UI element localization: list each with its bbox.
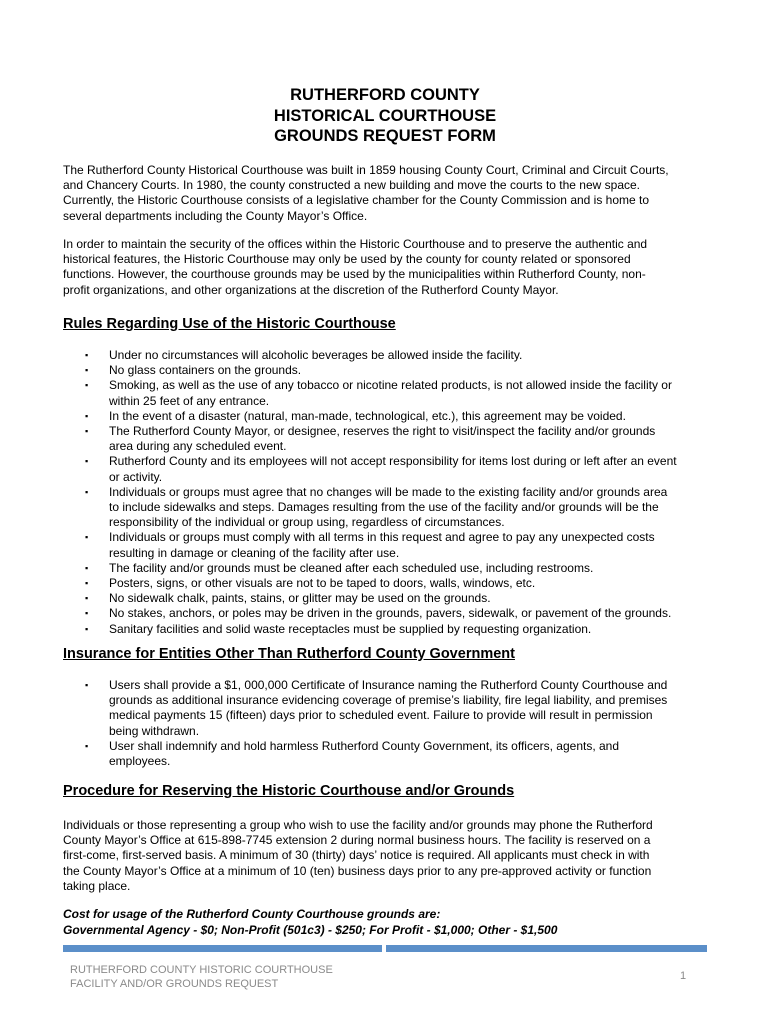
- bullet-icon: ▪: [85, 608, 89, 619]
- bullet-icon: ▪: [85, 623, 89, 634]
- text-line: County Mayor’s Office at 615-898-7745 extension 2 during normal business hours. The facility is reserved on a: [63, 833, 651, 848]
- insurance-list: [63, 678, 713, 769]
- bullet-icon: ▪: [85, 740, 89, 751]
- footer-title: [70, 963, 333, 991]
- rule-item: [63, 606, 713, 621]
- rule-item: [63, 348, 713, 363]
- bullet-text-line: Under no circumstances will alcoholic beverages be allowed inside the facility.: [109, 348, 523, 362]
- bullet-text-line: Users shall provide a $1, 000,000 Certificate of Insurance naming the Rutherford County Courthouse and: [109, 678, 668, 692]
- text-line: the County Mayor’s Office at a minimum of 10 (ten) business days prior to any pre-approved activity or function: [63, 863, 652, 878]
- bullet-text-line: Individuals or groups must agree that no changes will be made to the existing facility and/or grounds area: [109, 484, 668, 499]
- text-line: The Rutherford County Historical Courthouse was built in 1859 housing County Court, Criminal and Circuit Courts,: [63, 163, 669, 177]
- bullet-text-line: grounds as additional insurance evidencing coverage of premise’s liability, fire legal liability, and premises: [109, 693, 668, 708]
- bullet-text-line: Posters, signs, or other visuals are not to be taped to doors, walls, windows, etc.: [109, 576, 536, 591]
- rule-item: [63, 409, 713, 424]
- text-line: profit organizations, and other organizations at the discretion of the Rutherford County Mayor.: [63, 282, 559, 297]
- bullet-icon: ▪: [85, 562, 89, 573]
- bullet-text-line: being withdrawn.: [109, 723, 200, 738]
- bullet-icon: ▪: [85, 532, 89, 543]
- bullet-text-line: medical payments 15 (fifteen) days prior to scheduled event. Failure to provide will result in permission: [109, 708, 653, 723]
- bullet-icon: ▪: [85, 350, 89, 360]
- document-title: [0, 85, 770, 147]
- title-line-2: HISTORICAL COURTHOUSE: [273, 106, 497, 125]
- bullet-icon: ▪: [85, 486, 89, 497]
- text-line: and Chancery Courts. In 1980, the county constructed a new building and move the courts to the new space.: [63, 178, 641, 193]
- procedure-heading: Procedure for Reserving the Historic Courthouse and/or Grounds: [63, 783, 515, 799]
- rule-item: [63, 591, 713, 606]
- insurance-item: [63, 739, 713, 769]
- bullet-text-line: area during any scheduled event.: [109, 439, 287, 454]
- text-line: first-come, first-served basis. A minimum of 30 (thirty) days’ notice is required. All applicants must check in with: [63, 848, 650, 863]
- text-line: historical features, the Historic Courthouse may only be used by the county for county related or sponsored: [63, 252, 631, 267]
- intro-paragraph-2: [63, 237, 713, 298]
- cost-block: [63, 907, 557, 938]
- bullet-text-line: In the event of a disaster (natural, man-made, technological, etc.), this agreement may be voided.: [109, 408, 626, 423]
- rule-item: [63, 622, 713, 637]
- footer-line-2: FACILITY AND/OR GROUNDS REQUEST: [70, 978, 279, 990]
- text-line: taking place.: [63, 878, 131, 893]
- footer-line-1: RUTHERFORD COUNTY HISTORIC COURTHOUSE: [70, 964, 333, 976]
- bullet-text-line: The facility and/or grounds must be cleaned after each scheduled use, including restrooms.: [109, 560, 594, 575]
- bullet-icon: ▪: [85, 380, 89, 391]
- title-line-3: GROUNDS REQUEST FORM: [274, 127, 496, 145]
- bullet-icon: ▪: [85, 593, 89, 604]
- intro-paragraph-1: [63, 163, 713, 224]
- insurance-heading: Insurance for Entities Other Than Rutherford County Government: [63, 646, 515, 662]
- footer-bar-left: [63, 945, 382, 952]
- text-line: functions. However, the courthouse grounds may be used by the municipalities within Rutherford County, non-: [63, 267, 646, 282]
- rule-item: [63, 454, 713, 484]
- bullet-text-line: No glass containers on the grounds.: [109, 363, 302, 378]
- bullet-text-line: to include sidewalks and steps. Damages resulting from the use of the facility and/or grounds will be the: [109, 500, 659, 515]
- bullet-icon: ▪: [85, 365, 89, 376]
- bullet-text-line: resulting in damage or cleaning of the facility after use.: [109, 545, 400, 560]
- rule-item: [63, 530, 713, 560]
- footer-divider: [63, 945, 707, 952]
- rule-item: [63, 424, 713, 454]
- bullet-text-line: within 25 feet of any entrance.: [109, 393, 270, 408]
- bullet-icon: ▪: [85, 578, 89, 589]
- text-line: Individuals or those representing a group who wish to use the facility and/or grounds may phone the Rutherford: [63, 818, 653, 832]
- footer-bar-right: [386, 945, 707, 952]
- bullet-text-line: User shall indemnify and hold harmless Rutherford County Government, its officers, agents, and: [109, 738, 620, 753]
- cost-rates: Governmental Agency - $0; Non-Profit (501c3) - $250; For Profit - $1,000; Other - $1,500: [63, 922, 558, 937]
- cost-heading: Cost for usage of the Rutherford County Courthouse grounds are:: [63, 907, 441, 921]
- rule-item: [63, 576, 713, 591]
- bullet-icon: ▪: [85, 680, 89, 690]
- rules-list: [63, 348, 713, 637]
- page-number: 1: [680, 970, 687, 982]
- bullet-text-line: responsibility of the individual or group using, regardless of circumstances.: [109, 515, 505, 530]
- title-line-1: RUTHERFORD COUNTY: [290, 86, 480, 104]
- bullet-text-line: or activity.: [109, 469, 163, 484]
- rules-heading: Rules Regarding Use of the Historic Courthouse: [63, 316, 396, 332]
- bullet-icon: ▪: [85, 456, 89, 467]
- text-line: several departments including the County Mayor’s Office.: [63, 208, 368, 223]
- rule-item: [63, 485, 713, 531]
- text-line: In order to maintain the security of the offices within the Historic Courthouse and to preserve the authentic and: [63, 237, 648, 251]
- bullet-text-line: The Rutherford County Mayor, or designee, reserves the right to visit/inspect the facility and/or grounds: [109, 424, 656, 439]
- bullet-text-line: No sidewalk chalk, paints, stains, or glitter may be used on the grounds.: [109, 591, 491, 606]
- bullet-text-line: Smoking, as well as the use of any tobacco or nicotine related products, is not allowed inside the facility or: [109, 378, 672, 393]
- rule-item: [63, 561, 713, 576]
- bullet-icon: ▪: [85, 410, 89, 421]
- procedure-paragraph: [63, 818, 713, 894]
- text-line: Currently, the Historic Courthouse consists of a legislative chamber for the County Commission and is home to: [63, 193, 650, 208]
- insurance-item: [63, 678, 713, 739]
- bullet-text-line: No stakes, anchors, or poles may be driven in the grounds, pavers, sidewalk, or pavement of the grounds.: [109, 606, 672, 621]
- bullet-text-line: employees.: [109, 754, 171, 769]
- bullet-icon: ▪: [85, 426, 89, 437]
- rule-item: [63, 378, 713, 408]
- rule-item: [63, 363, 713, 378]
- bullet-text-line: Rutherford County and its employees will not accept responsibility for items lost during or left after an event: [109, 454, 677, 469]
- bullet-text-line: Individuals or groups must comply with all terms in this request and agree to pay any unexpected costs: [109, 530, 655, 545]
- bullet-text-line: Sanitary facilities and solid waste receptacles must be supplied by requesting organization.: [109, 621, 592, 636]
